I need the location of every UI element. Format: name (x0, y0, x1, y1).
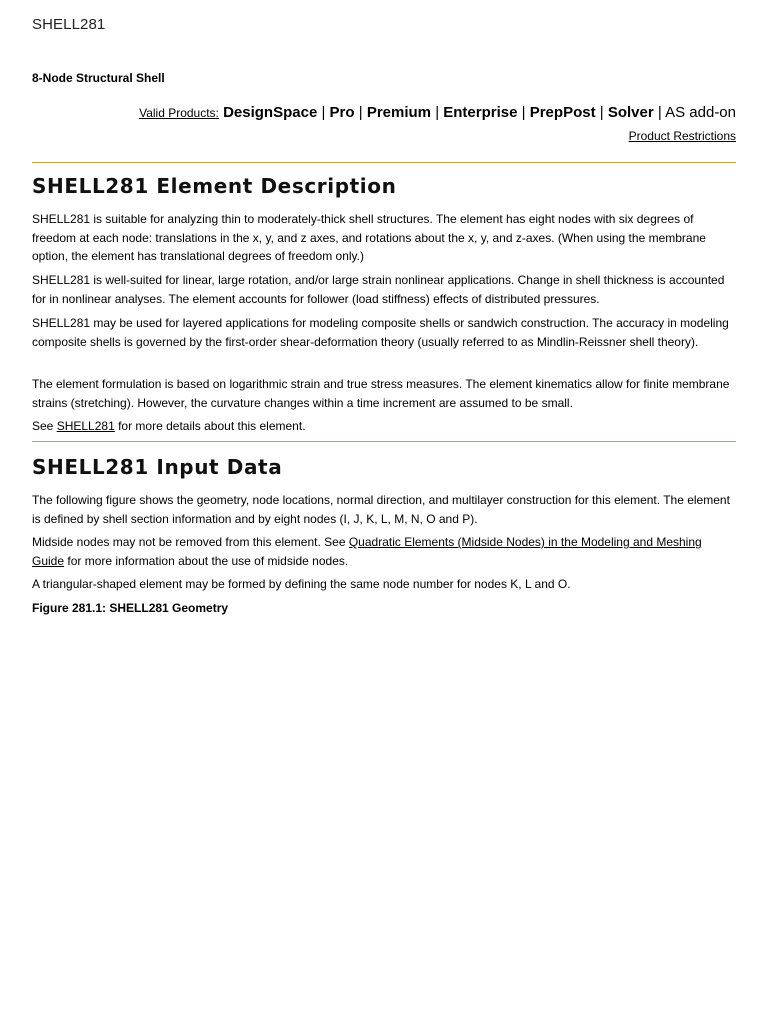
description-paragraph-3: SHELL281 may be used for layered applications for modeling composite shells or sandwich construction. The accuracy in modeling composite shells is governed by the first-order shear-deformation theory (usually referred to as Mindlin-Reissner shell theory). (32, 316, 729, 349)
product-enterprise: Enterprise (443, 104, 518, 121)
midside-prefix: Midside nodes may not be removed from this element. See (32, 535, 346, 549)
product-separator: | (599, 104, 604, 121)
valid-products-label[interactable]: Valid Products: (139, 106, 219, 120)
shell281-reference-link[interactable]: SHELL281 (56, 419, 115, 433)
see-suffix: for more details about this element. (118, 419, 306, 433)
element-description-heading: SHELL281 Element Description (32, 174, 397, 198)
product-pro: Pro (329, 104, 355, 121)
document-title: SHELL281 (32, 16, 106, 33)
see-more-paragraph (32, 417, 736, 436)
product-as-addon: AS add-on (665, 104, 736, 121)
description-paragraph-2: SHELL281 is well-suited for linear, large rotation, and/or large strain nonlinear applications. Change in shell thickness is accounted for in nonlinear analyses. The element accounts for follower (load stiffness) effects of distributed pressures. (32, 273, 725, 306)
input-data-heading: SHELL281 Input Data (32, 455, 283, 479)
product-restrictions-link[interactable]: Product Restrictions (628, 129, 736, 143)
product-separator: | (435, 104, 440, 121)
document-subtitle: 8-Node Structural Shell (32, 71, 165, 85)
section-divider (32, 162, 736, 163)
product-preppost: PrepPost (529, 104, 596, 121)
product-separator: | (521, 104, 526, 121)
input-paragraph-3: A triangular-shaped element may be formed by defining the same node number for nodes K, L and O. (32, 577, 571, 591)
section-divider (32, 441, 736, 442)
description-paragraph-1: SHELL281 is suitable for analyzing thin to moderately-thick shell structures. The element has eight nodes with six degrees of freedom at each node: translations in the x, y, and z axes, and rotations about the x, y, and z-axes. (When using the membrane option, the element has translational degrees of freedom only.) (32, 212, 706, 263)
product-premium: Premium (366, 104, 432, 121)
input-paragraph-2 (32, 533, 736, 570)
product-designspace: DesignSpace (223, 104, 318, 121)
figure-caption: Figure 281.1: SHELL281 Geometry (32, 601, 229, 615)
midside-suffix: for more information about the use of midside nodes. (67, 553, 349, 568)
valid-products-line (139, 104, 736, 121)
product-separator: | (657, 104, 662, 121)
quadratic-elements-link[interactable]: Quadratic Elements (Midside Nodes) in the Modeling and Meshing Guide (32, 535, 702, 568)
description-paragraph-4: The element formulation is based on logarithmic strain and true stress measures. The element kinematics allow for finite membrane strains (stretching). However, the curvature changes within a time increment are assumed to be small. (32, 377, 730, 410)
product-separator: | (358, 104, 363, 121)
input-paragraph-1: The following figure shows the geometry, node locations, normal direction, and multilayer construction for this element. The element is defined by shell section information and by eight nodes (I, J, K, L, M, N, O and P). (32, 493, 730, 526)
product-separator: | (321, 104, 326, 121)
product-solver: Solver (607, 104, 654, 121)
see-prefix: See (32, 419, 54, 433)
